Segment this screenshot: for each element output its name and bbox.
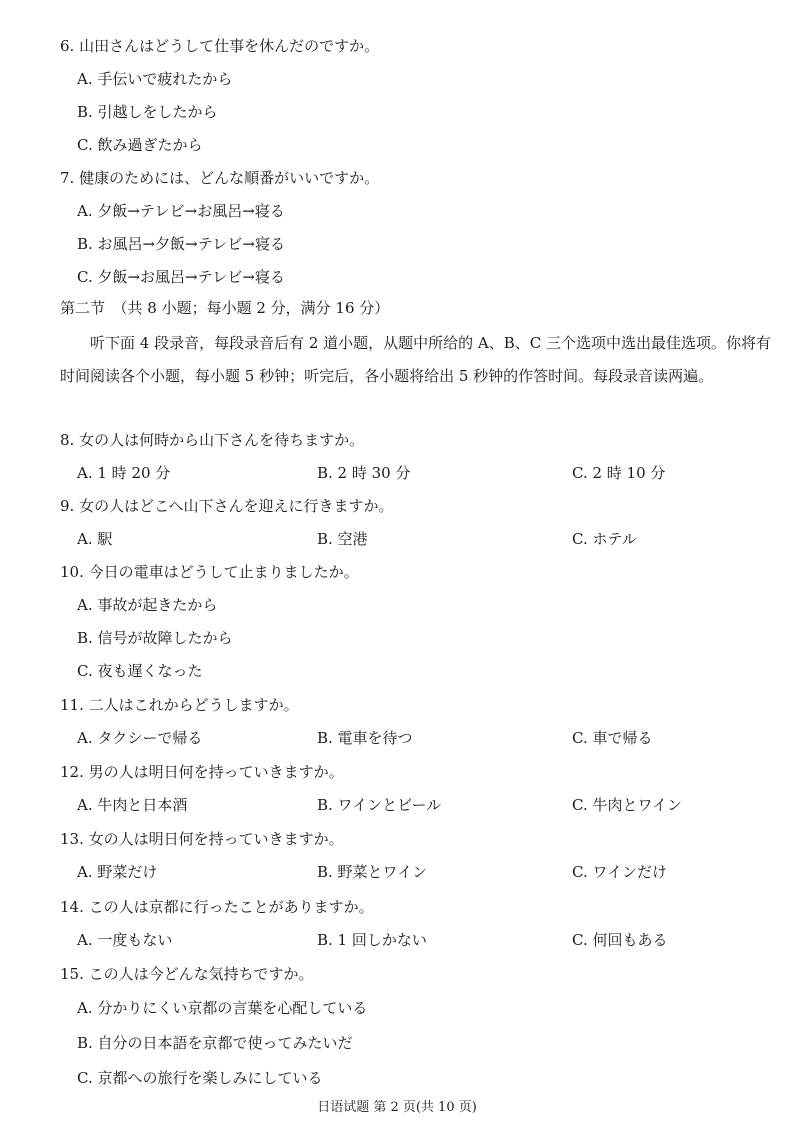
question-9-option-b: B. 空港 — [317, 530, 368, 548]
question-14-option-c: C. 何回もある — [572, 931, 668, 949]
section-2-instructions: 听下面 4 段录音，每段录音后有 2 道小题，从题中所给的 A、B、C 三个选项中选出最佳选项。你将有时间阅读各个小题，每小题 5 秒钟；听完后，各小题将给出 5 秒钟的作答时间。每段录音读两遍。 — [60, 334, 772, 385]
question-7-option-b: B. お風呂→夕飯→テレビ→寝る — [77, 235, 285, 253]
question-14-option-a: A. 一度もない — [77, 931, 173, 949]
question-11-option-c: C. 車で帰る — [572, 729, 653, 747]
question-13-option-c: C. ワインだけ — [572, 863, 668, 881]
question-13-option-a: A. 野菜だけ — [77, 863, 158, 881]
question-10-option-b: B. 信号が故障したから — [77, 629, 233, 647]
section-2-title: 第二节 （共 8 小题；每小题 2 分，满分 16 分） — [60, 299, 390, 317]
question-11-option-a: A. タクシーで帰る — [77, 729, 203, 747]
question-13-option-b: B. 野菜とワイン — [317, 863, 428, 881]
question-14-option-b: B. 1 回しかない — [317, 931, 427, 949]
question-8-stem: 8. 女の人は何時から山下さんを待ちますか。 — [60, 431, 365, 449]
question-14-stem: 14. この人は京都に行ったことがありますか。 — [60, 898, 374, 916]
question-10-option-a: A. 事故が起きたから — [77, 596, 218, 614]
question-8-option-c: C. 2 時 10 分 — [572, 464, 666, 482]
question-13-stem: 13. 女の人は明日何を持っていきますか。 — [60, 830, 344, 848]
question-11-option-b: B. 電車を待つ — [317, 729, 413, 747]
question-11-stem: 11. 二人はこれからどうしますか。 — [60, 696, 299, 714]
question-6-option-c: C. 飲み過ぎたから — [77, 136, 203, 154]
question-8-option-a: A. 1 時 20 分 — [77, 464, 171, 482]
question-15-option-c: C. 京都への旅行を楽しみにしている — [77, 1069, 323, 1087]
question-15-option-a: A. 分かりにくい京都の言葉を心配している — [77, 999, 368, 1017]
question-12-stem: 12. 男の人は明日何を持っていきますか。 — [60, 763, 344, 781]
question-9-option-c: C. ホテル — [572, 530, 637, 548]
question-15-option-b: B. 自分の日本語を京都で使ってみたいだ — [77, 1034, 353, 1052]
question-9-stem: 9. 女の人はどこへ山下さんを迎えに行きますか。 — [60, 497, 394, 515]
question-12-option-c: C. 牛肉とワイン — [572, 796, 683, 814]
question-10-stem: 10. 今日の電車はどうして止まりましたか。 — [60, 563, 359, 581]
question-7-stem: 7. 健康のためには、どんな順番がいいですか。 — [60, 169, 380, 187]
question-7-option-c: C. 夕飯→お風呂→テレビ→寝る — [77, 268, 285, 286]
question-6-stem: 6. 山田さんはどうして仕事を休んだのですか。 — [60, 37, 380, 55]
question-8-option-b: B. 2 時 30 分 — [317, 464, 411, 482]
question-15-stem: 15. この人は今どんな気持ちですか。 — [60, 965, 314, 983]
question-12-option-b: B. ワインとビール — [317, 796, 442, 814]
question-9-option-a: A. 駅 — [77, 530, 113, 548]
question-6-option-b: B. 引越しをしたから — [77, 103, 218, 121]
question-10-option-c: C. 夜も遅くなった — [77, 662, 203, 680]
question-6-option-a: A. 手伝いで疲れたから — [77, 70, 233, 88]
question-12-option-a: A. 牛肉と日本酒 — [77, 796, 188, 814]
page-footer: 日语试题 第 2 页(共 10 页) — [317, 1100, 477, 1115]
question-7-option-a: A. 夕飯→テレビ→お風呂→寝る — [77, 202, 285, 220]
